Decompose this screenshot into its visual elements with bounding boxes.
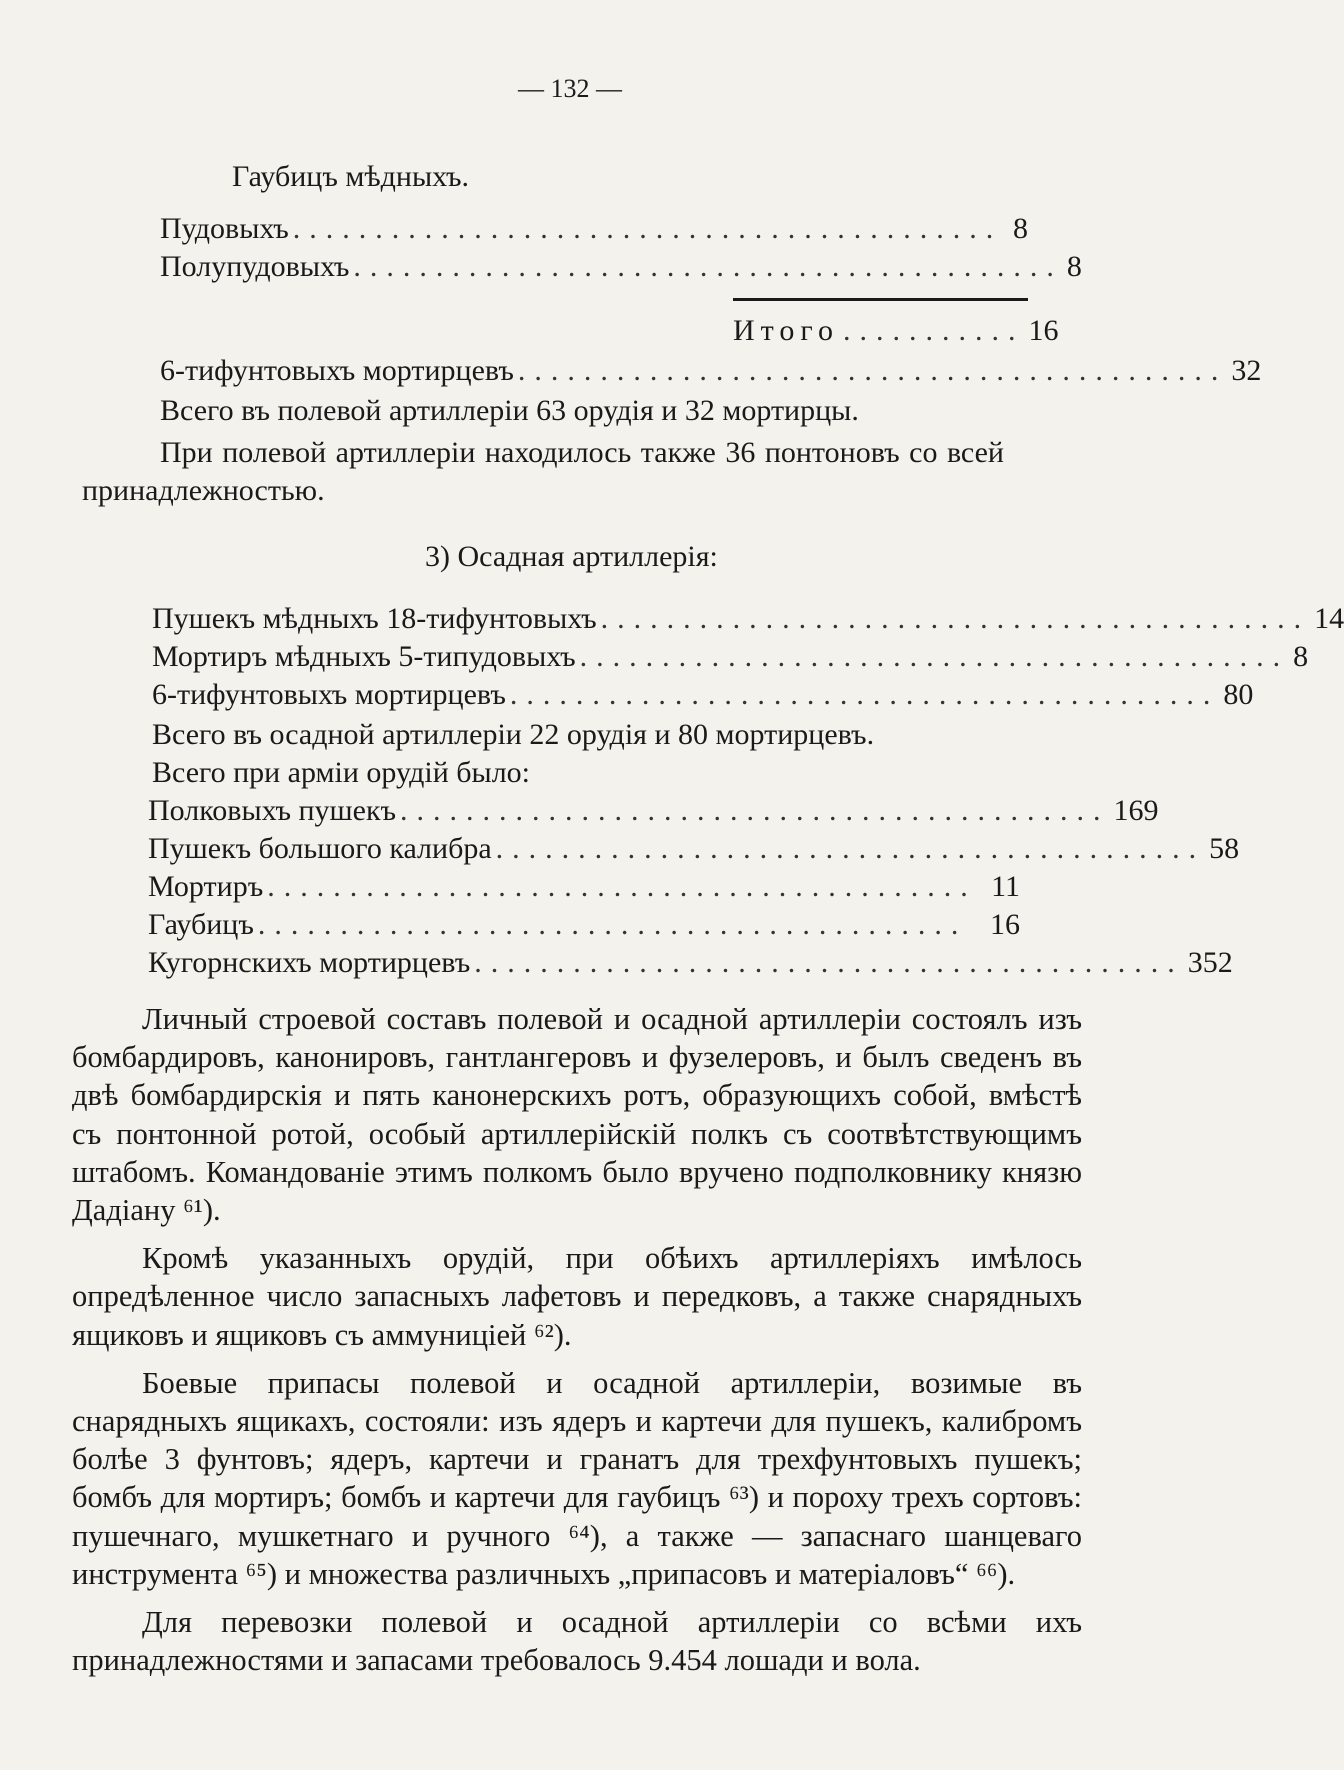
item-label: Гаубицъ bbox=[148, 908, 254, 941]
list-item bbox=[160, 248, 1082, 286]
leader-dots: ........................................... bbox=[292, 212, 1003, 245]
leader-dots: ........................................... bbox=[495, 832, 1206, 865]
total-row bbox=[733, 312, 1059, 350]
pontoons-line: При полевой артиллеріи находилось также 36 понтоновъ со всей bbox=[160, 436, 1004, 469]
item-label: Пудовыхъ bbox=[160, 212, 289, 245]
paragraph: Для перевозки полевой и осадной артиллеріи со всѣми ихъ принадлежностями и запасами требовалось 9.454 лошади и вола. bbox=[72, 1605, 1082, 1678]
item-value: 169 bbox=[1113, 794, 1159, 827]
paragraph: Боевые припасы полевой и осадной артиллеріи, возимые въ снарядныхъ ящикахъ, состояли: изъ ядеръ и картечи для пушекъ, калибромъ болѣе 3 фунтовъ; ядеръ, картечи и гранатъ для трехфунтовыхъ пушекъ; бомбъ для мортиръ; бомбъ и картечи для гаубицъ ⁶³) и пороху трехъ сортовъ: пушечнаго, мушкетнаго и ручного ⁶⁴), а также — запаснаго шанцеваго инструмента ⁶⁵) и множества различныхъ „припасовъ и матеріаловъ“ ⁶⁶). bbox=[72, 1365, 1082, 1591]
list-item bbox=[160, 210, 1028, 248]
item-value: 80 bbox=[1223, 678, 1254, 711]
item-value: 8 bbox=[1293, 640, 1309, 673]
leader-dots: ........... bbox=[842, 314, 1025, 347]
item-label: Пушекъ большого калибра bbox=[148, 832, 492, 865]
item-label: Пушекъ мѣдныхъ 18-тифунтовыхъ bbox=[152, 602, 597, 635]
item-value: 8 bbox=[1066, 250, 1082, 283]
item-value: 8 bbox=[1013, 212, 1028, 245]
list-item bbox=[148, 944, 1233, 982]
item-label: Кугорнскихъ мортирцевъ bbox=[148, 946, 471, 979]
list-item bbox=[152, 600, 1344, 638]
list-item bbox=[152, 676, 1254, 714]
total-label: Итого bbox=[733, 314, 839, 347]
item-label: Мортиръ мѣдныхъ 5-типудовыхъ bbox=[152, 640, 576, 673]
item-label: Полупудовыхъ bbox=[160, 250, 350, 283]
item-value: 14 bbox=[1314, 602, 1344, 635]
pontoons-line-end: принадлежностью. bbox=[82, 474, 325, 507]
leader-dots: ........................................... bbox=[509, 678, 1220, 711]
item-label: 6-тифунтовыхъ мортирцевъ bbox=[152, 678, 506, 711]
army-intro: Всего при арміи орудій было: bbox=[152, 756, 531, 789]
list-item bbox=[148, 868, 1020, 906]
item-value: 16 bbox=[990, 908, 1020, 941]
item-value: 11 bbox=[991, 870, 1020, 903]
leader-dots: ........................................... bbox=[257, 908, 968, 941]
leader-dots: ........................................... bbox=[517, 354, 1228, 387]
list-item bbox=[148, 830, 1240, 868]
item-label: 6-тифунтовыхъ мортирцевъ bbox=[160, 354, 514, 387]
leader-dots: ........................................... bbox=[400, 794, 1110, 827]
paragraph: Кромѣ указанныхъ орудій, при обѣихъ артиллеріяхъ имѣлось опредѣленное число запасныхъ лафетовъ и передковъ, а также снарядныхъ ящиковъ и ящиковъ съ аммуниціей ⁶²). bbox=[72, 1241, 1082, 1352]
total-value: 16 bbox=[1028, 314, 1059, 347]
summary-line: Всего въ полевой артиллеріи 63 орудія и 32 мортирцы. bbox=[160, 394, 859, 427]
body-text bbox=[72, 1000, 1082, 1679]
total-rule bbox=[733, 298, 1028, 301]
item-value: 32 bbox=[1231, 354, 1262, 387]
list-item bbox=[148, 906, 1020, 944]
section-heading-howitzers: Гаубицъ мѣдныхъ. bbox=[232, 160, 469, 193]
paragraph: Личный строевой составъ полевой и осадной артиллеріи состоялъ изъ бомбардировъ, канонировъ, гантлангеровъ и фузелеровъ, и былъ сведенъ въ двѣ бомбардирскія и пять канонерскихъ ротъ, образующихъ собой, вмѣстѣ съ понтонной ротой, особый артиллерійскій полкъ съ соотвѣтствующимъ штабомъ. Командованіе этимъ полкомъ было вручено подполковнику князю Дадіану ⁶¹). bbox=[72, 1002, 1082, 1228]
list-item bbox=[152, 638, 1309, 676]
item-label: Мортиръ bbox=[148, 870, 264, 903]
item-value: 58 bbox=[1209, 832, 1240, 865]
page-number: — 132 — bbox=[518, 74, 622, 103]
leader-dots: ........................................... bbox=[474, 946, 1184, 979]
leader-dots: ........................................... bbox=[600, 602, 1311, 635]
list-item bbox=[148, 792, 1159, 830]
leader-dots: ........................................... bbox=[267, 870, 977, 903]
item-value: 352 bbox=[1187, 946, 1233, 979]
summary-line: Всего въ осадной артиллеріи 22 орудія и 80 мортирцевъ. bbox=[152, 718, 875, 751]
leader-dots: ........................................... bbox=[353, 250, 1063, 283]
leader-dots: ........................................... bbox=[579, 640, 1290, 673]
list-item bbox=[160, 352, 1262, 390]
section-heading-siege: 3) Осадная артиллерія: bbox=[425, 540, 718, 573]
item-label: Полковыхъ пушекъ bbox=[148, 794, 397, 827]
